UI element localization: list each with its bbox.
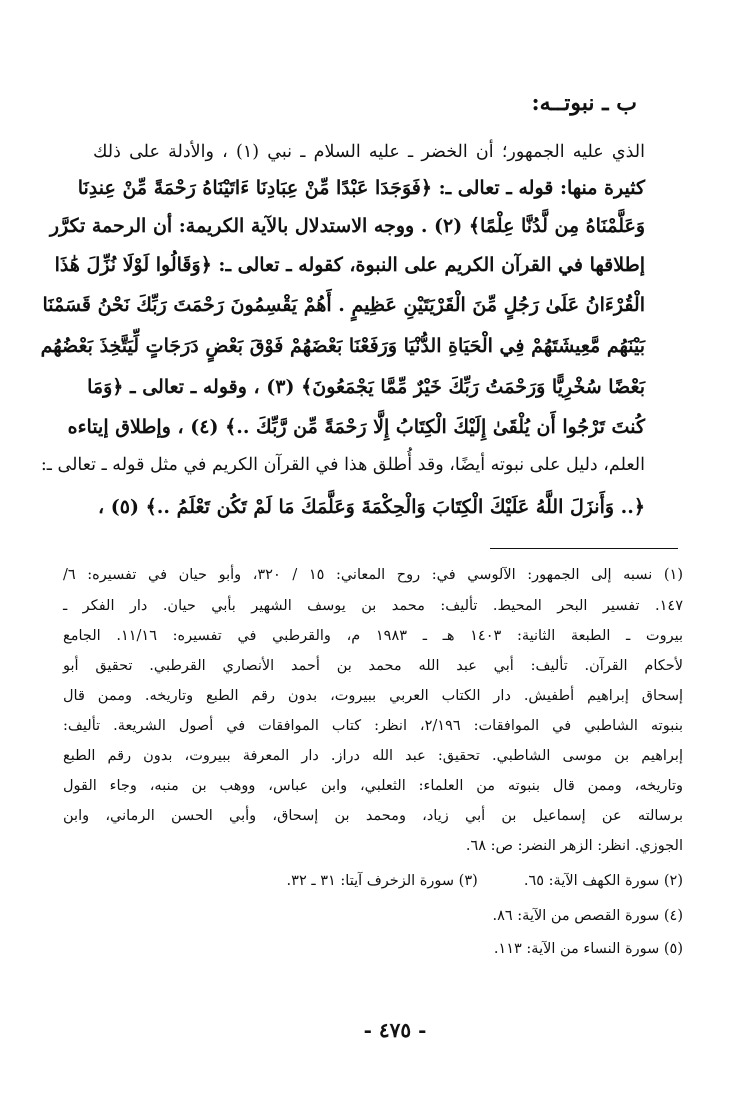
footnote-line: الجوزي. انظر: الزهر النضر: ص: ٦٨. — [465, 838, 683, 854]
body-line: كُنتَ تَرْجُوا أَن يُلْقَىٰ إِلَيْكَ الْكِتَابُ إِلَّا رَحْمَةً مِّن رَّبِّكَ ..﴾ (٤) ، وإطلاق إيتاءه — [67, 416, 645, 438]
footnote-line: (٢) سورة الكهف الآية: ٦٥. (٣) سورة الزخرف آيتا: ٣١ ـ ٣٢. — [286, 873, 683, 889]
footnote-line: (٤) سورة القصص من الآية: ٨٦. — [492, 908, 683, 924]
footnote-line: بنبوته الشاطبي في الموافقات: ٢/١٩٦، انظر: كتاب الموافقات في أصول الشريعة. تأليف: — [63, 718, 683, 734]
section-heading: ب ـ نبوتــه: — [531, 90, 637, 116]
footnote-line: (١) نسبه إلى الجمهور: الآلوسي في: روح المعاني: ١٥ / ٣٢٠، وأبو حيان في تفسيره: ٦/ — [63, 567, 683, 583]
footnote-line: وتاريخه، وممن قال بنبوته من العلماء: الثعلبي، وابن عباس، ووهب بن منبه، وجاء القول — [63, 778, 683, 794]
footnote-line: ١٤٧. تفسير البحر المحيط. تأليف: محمد بن يوسف الشهير بأبي حيان. دار الفكر ـ — [63, 598, 683, 614]
footnote-line: إبراهيم بن موسى الشاطبي. تحقيق: عبد الله دراز. دار المعرفة ببيروت، بدون رقم الطبع — [63, 748, 683, 764]
body-line: الْقُرْءَانُ عَلَىٰ رَجُلٍ مِّنَ الْقَرْيَتَيْنِ عَظِيمٍ . أَهُمْ يَقْسِمُونَ رَحْمَتَ رَبِّكَ نَحْنُ قَسَمْنَا — [42, 294, 645, 316]
body-line: الذي عليه الجمهور؛ أن الخضر ـ عليه السلام ـ نبي (١) ، والأدلة على ذلك — [93, 142, 645, 162]
footnote-line: بيروت ـ الطبعة الثانية: ١٤٠٣ هـ ـ ١٩٨٣ م، والقرطبي في تفسيره: ١١/١٦. الجامع — [63, 628, 683, 644]
footnote-line: برسالته عن إسماعيل بن أبي زياد، ومحمد بن إسحاق، وأبي الحسن الرماني، وابن — [63, 808, 683, 824]
body-line: بَعْضًا سُخْرِيًّا وَرَحْمَتُ رَبِّكَ خَيْرٌ مِّمَّا يَجْمَعُونَ﴾ (٣) ، وقوله ـ تعالى ـ ﴿وَمَا — [87, 376, 645, 398]
footnote-line: إسحاق إبراهيم أطفيش. دار الكتاب العربي ببيروت، بدون رقم الطبع وتاريخه. وممن قال — [63, 688, 683, 704]
body-line: ﴿.. وَأَنزَلَ اللَّهُ عَلَيْكَ الْكِتَابَ وَالْحِكْمَةَ وَعَلَّمَكَ مَا لَمْ تَكُن تَعْلَمُ ..﴾ (٥) ، — [98, 496, 645, 518]
footnote-line: (٥) سورة النساء من الآية: ١١٣. — [493, 941, 683, 957]
body-line: كثيرة منها: قوله ـ تعالى ـ: ﴿فَوَجَدَا عَبْدًا مِّنْ عِبَادِنَا ءَاتَيْنَاهُ رَحْمَةً مِّنْ عِندِنَا — [77, 177, 645, 199]
body-line: بَيْنَهُم مَّعِيشَتَهُمْ فِي الْحَيَاةِ الدُّنْيَا وَرَفَعْنَا بَعْضَهُمْ فَوْقَ بَعْضٍ دَرَجَاتٍ لِّيَتَّخِذَ بَعْضُهُم — [40, 335, 645, 357]
page-number: - ٤٧٥ - — [363, 1018, 427, 1042]
body-line: العلم، دليل على نبوته أيضًا، وقد أُطلق هذا في القرآن الكريم في مثل قوله ـ تعالى ـ: — [40, 455, 645, 475]
body-line: إطلاقها في القرآن الكريم على النبوة، كقوله ـ تعالى ـ: ﴿وَقَالُوا لَوْلَا نُزِّلَ هَٰذَا — [54, 254, 645, 276]
footnote-separator — [490, 548, 678, 549]
footnote-line: لأحكام القرآن. تأليف: أبي عبد الله محمد بن أحمد الأنصاري القرطبي. تحقيق أبو — [63, 658, 683, 674]
body-line: وَعَلَّمْنَاهُ مِن لَّدُنَّا عِلْمًا﴾ (٢) . ووجه الاستدلال بالآية الكريمة: أن الرحمة تكرَّر — [49, 215, 645, 237]
